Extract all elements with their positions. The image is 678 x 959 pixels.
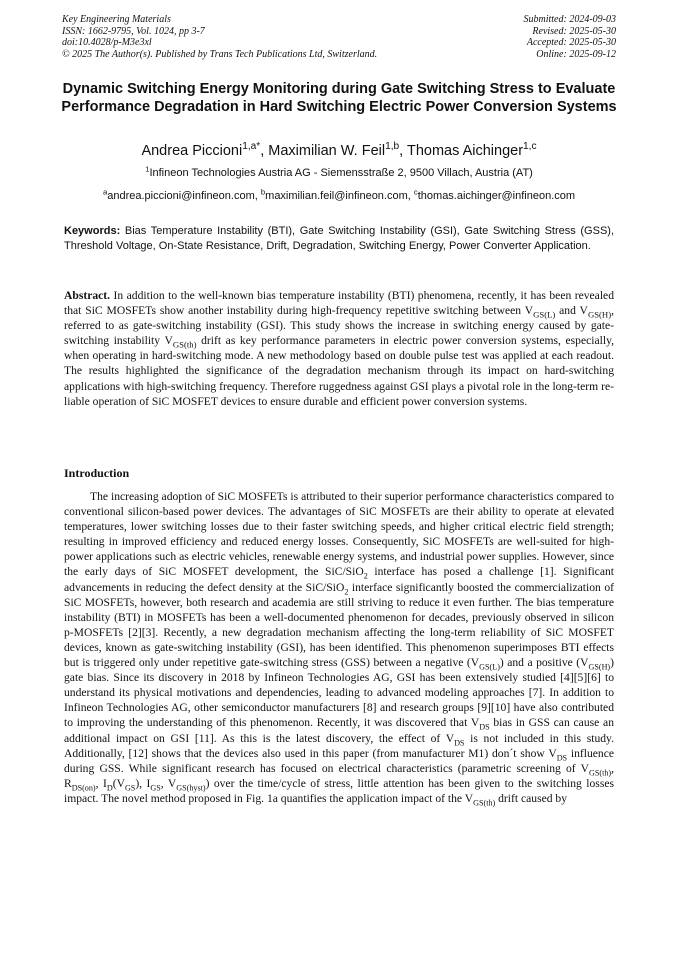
keywords-text: Bias Temperature Instability (BTI), Gate Switching Instability (GSI), Gate Switching Stress (GSS), Threshold Voltage, On-State Resistance, Drift, Degradation, Switching Energy, Power Converter Application. bbox=[64, 225, 614, 252]
email-link[interactable]: maximilian.feil@infineon.com bbox=[265, 190, 408, 202]
journal-doi: doi:10.4028/p-M3e3xl bbox=[62, 37, 152, 48]
author-affiliation-mark: 1,b bbox=[385, 141, 400, 153]
body-text: , V bbox=[160, 776, 177, 790]
subscript: GS(th) bbox=[589, 768, 612, 777]
body-text: interface has posed a challenge [1]. Significant advancements in reducing the defect density at the SiC/SiO bbox=[64, 565, 614, 594]
email-mark: c bbox=[413, 187, 418, 197]
date-revised: Revised: 2025-05-30 bbox=[532, 25, 616, 37]
dates-header bbox=[524, 14, 617, 60]
subscript: DS bbox=[479, 722, 490, 732]
body-text: The increasing adoption of SiC MOSFETs is attributed to their superior performance characteristics compared to conventional silicon-based power devices. The advantages of SiC MOSFETs are their ability to operate at elevated temperatures, lower switching losses due to their faster switching speeds, and higher critical electric field strength; resulting in improved efficiency and reduced energy losses. Consequently, SiC MOSFETs are well-suited for high-power applications such as electric vehicles, renewable energy systems, and industrial power supplies. However, since the early days of SiC MOSFET development, the SiC/SiO bbox=[64, 490, 614, 579]
author-name: Maximilian W. Feil bbox=[268, 143, 386, 159]
body-text: ) and a positive (V bbox=[499, 656, 589, 670]
subscript: GS(H) bbox=[587, 309, 612, 320]
author-name: Thomas Aichinger bbox=[406, 143, 524, 159]
subscript: DS bbox=[556, 752, 568, 762]
date-accepted: Accepted: 2025-05-30 bbox=[526, 37, 616, 48]
subscript: 2 bbox=[363, 571, 368, 581]
abstract-text: , referred to as gate-switching instability (GSI). This study shows the increase in switching energy caused by gate-switching instability V bbox=[64, 304, 615, 348]
introduction-heading: Introduction bbox=[64, 466, 130, 480]
keywords-section bbox=[64, 224, 614, 253]
subscript: 2 bbox=[344, 586, 349, 596]
abstract-text: and V bbox=[555, 304, 588, 318]
abstract-section bbox=[64, 288, 614, 409]
subscript: GS(th) bbox=[473, 798, 496, 808]
author-name: Andrea Piccioni bbox=[141, 143, 243, 159]
copyright-line: © 2025 The Author(s). Published by Trans Tech Publications Ltd, Switzerland. bbox=[62, 48, 378, 60]
body-text: bias in GSS can cause an additional impact on GSI [11]. As this is the latest discovery, the effect of V bbox=[64, 716, 614, 745]
keywords-label: Keywords: bbox=[64, 225, 121, 237]
email-mark: a bbox=[102, 187, 108, 197]
subscript: D bbox=[106, 783, 113, 793]
subscript: GS bbox=[150, 783, 161, 793]
body-text: ) over the time/cycle of stress, little attention has been given to the switching losses impact. The novel method proposed in Fig. 1a quantifies the application impact of the V bbox=[64, 776, 614, 805]
body-text: , I bbox=[95, 776, 107, 790]
author-affiliation-mark: 1,a* bbox=[242, 141, 261, 153]
body-text: (V bbox=[112, 776, 125, 790]
subscript: GS(hyst) bbox=[176, 783, 206, 793]
author-emails: $^a$andrea.piccioni@infineon.com, $^b$maximilian.feil@infineon.com, $^c$thomas.aichinger@infineon.com bbox=[102, 187, 576, 202]
affiliation bbox=[40, 166, 638, 180]
email-mark: b bbox=[260, 187, 266, 197]
paper-title: Dynamic Switching Energy Monitoring during Gate Switching Stress to Evaluate Performance Degradation in Hard Switching Electric Power Conversion Systems bbox=[61, 81, 617, 115]
subscript: GS(H) bbox=[588, 662, 611, 672]
author-separator: , bbox=[260, 143, 269, 159]
journal-issn: ISSN: 1662-9795, Vol. 1024, pp 3-7 bbox=[62, 25, 205, 37]
body-text: ) gate bias. Since its discovery in 2018 by Infineon Technologies AG, GSI has been extensively studied [4][5][6] to understand its physical motivations and dependencies, leading to advanced modeling approaches [7]. In addition to Infineon Technologies AG, other semiconductor manufacturers [8] and research groups [9][10] have also contributed to improving the understanding of this phenomenon. Recently, it was discovered that V bbox=[64, 656, 614, 730]
body-text: ), I bbox=[135, 776, 151, 790]
abstract-text: drift as key performance parameters in electric power conversion systems, especially, when operating in hard-switching mode. A new methodology based on double pulse test was applied at each readout. The results highlighted the significance of the degradation mechanism through its impact on hard-switching applications with high-switching frequency. Therefore ruggedness against GSI plays a pivotal role in the long-term re- liable operation of SiC MOSFET devices to ensure durable and efficient power conversion systems. bbox=[64, 334, 615, 408]
author-separator: , bbox=[399, 143, 407, 159]
subscript: GS bbox=[124, 783, 136, 793]
affiliation-mark: 1 bbox=[145, 164, 150, 174]
introduction-paragraph bbox=[64, 489, 614, 806]
body-text: is not included in this study. Additionally, [12] shows that the devices also used in this paper (from manufacturer M1) don´t show V bbox=[64, 731, 614, 760]
body-text: interface significantly boosted the commercialization of SiC MOSFETs, however, both research and academia are still striving to reduce it even further. The bias temperature instability (BTI) in MOSFETs has been a well-documented phenomenon for decades, previously observed in silicon p-MOSFETs [2][3]. Recently, a new degradation mechanism affecting the long-term reliability of SiC MOSFET devices, known as gate-switching instability (GSI), has been identified. This phenomenon superimposes BTI effects but is triggered only under repetitive gate-switching stress (GSS) between a negative (V bbox=[64, 580, 614, 670]
journal-header bbox=[62, 14, 377, 60]
body-text: drift caused by bbox=[495, 791, 568, 805]
author-list bbox=[40, 142, 638, 160]
abstract-text: In addition to the well-known bias temperature instability (BTI) phenomena, recently, it has been revealed that SiC MOSFETs show another instability during high-frequency repetitive switching between V bbox=[64, 289, 614, 318]
author-affiliation-mark: 1,c bbox=[523, 141, 537, 153]
body-text: influence during GSS. While significant research has focused on electrical characteristics (parametric screening of V bbox=[64, 746, 614, 775]
affiliation-text: Infineon Technologies Austria AG - Siemensstraße 2, 9500 Villach, Austria (AT) bbox=[149, 167, 533, 179]
subscript: GS(L) bbox=[479, 662, 500, 672]
body-text: , R bbox=[64, 761, 614, 790]
email-link[interactable]: andrea.piccioni@infineon.com bbox=[107, 190, 255, 202]
subscript: DS bbox=[454, 737, 465, 747]
date-submitted: Submitted: 2024-09-03 bbox=[523, 14, 616, 25]
email-link[interactable]: thomas.aichinger@infineon.com bbox=[417, 190, 576, 202]
journal-name: Key Engineering Materials bbox=[62, 14, 171, 25]
subscript: GS(L) bbox=[533, 309, 556, 320]
abstract-label: Abstract. bbox=[64, 289, 111, 302]
subscript: DS(on) bbox=[71, 783, 96, 793]
date-online: Online: 2025-09-12 bbox=[536, 48, 616, 60]
subscript: GS(th) bbox=[172, 339, 197, 350]
